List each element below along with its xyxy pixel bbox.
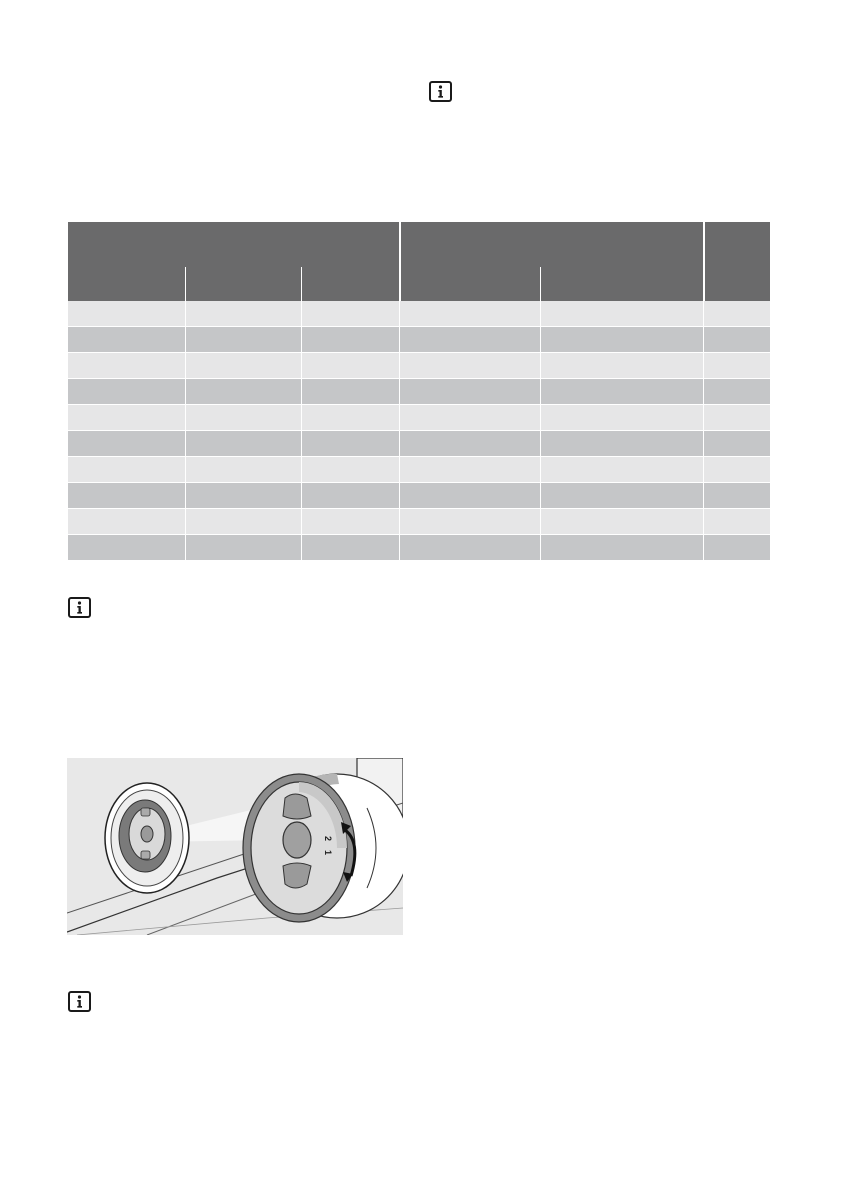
cell-divider xyxy=(540,327,541,352)
cell-divider xyxy=(399,327,400,352)
table-row xyxy=(68,379,770,404)
table-row xyxy=(68,431,770,456)
cell-divider xyxy=(301,353,302,378)
cell-divider xyxy=(301,379,302,404)
cell-divider xyxy=(540,483,541,508)
dial-mark-2: 2 xyxy=(323,836,333,842)
cell-divider xyxy=(185,457,186,482)
cell-divider xyxy=(185,509,186,534)
cell-divider xyxy=(540,405,541,430)
cell-divider xyxy=(185,379,186,404)
cell-divider xyxy=(703,405,704,430)
header-divider xyxy=(703,222,705,301)
cell-divider xyxy=(399,353,400,378)
cell-divider xyxy=(703,379,704,404)
table-row xyxy=(68,483,770,508)
cell-divider xyxy=(540,353,541,378)
cell-divider xyxy=(301,327,302,352)
cell-divider xyxy=(301,483,302,508)
cell-divider xyxy=(185,431,186,456)
table-row xyxy=(68,353,770,378)
cell-divider xyxy=(703,431,704,456)
cell-divider xyxy=(703,353,704,378)
cell-divider xyxy=(399,301,400,326)
cell-divider xyxy=(399,509,400,534)
cell-divider xyxy=(540,535,541,560)
table-row xyxy=(68,327,770,352)
cell-divider xyxy=(185,353,186,378)
cell-divider xyxy=(399,431,400,456)
cell-divider xyxy=(185,301,186,326)
cell-divider xyxy=(703,509,704,534)
cell-divider xyxy=(185,405,186,430)
cell-divider xyxy=(703,483,704,508)
cell-divider xyxy=(399,405,400,430)
cell-divider xyxy=(399,457,400,482)
table-row xyxy=(68,405,770,430)
softener-dial xyxy=(243,774,403,922)
reservoir-cap xyxy=(105,783,189,893)
header-subdivider xyxy=(301,267,302,301)
cell-divider xyxy=(301,301,302,326)
cell-divider xyxy=(301,405,302,430)
table-row xyxy=(68,535,770,560)
cell-divider xyxy=(301,457,302,482)
cell-divider xyxy=(703,535,704,560)
cell-divider xyxy=(540,509,541,534)
table-header xyxy=(68,222,770,301)
cell-divider xyxy=(540,301,541,326)
header-subdivider xyxy=(540,267,541,301)
cell-divider xyxy=(185,327,186,352)
cell-divider xyxy=(703,301,704,326)
header-divider xyxy=(399,222,401,301)
water-hardness-table xyxy=(68,222,770,557)
table-row xyxy=(68,301,770,326)
info-icon xyxy=(68,991,91,1012)
cell-divider xyxy=(399,379,400,404)
cell-divider xyxy=(540,457,541,482)
info-icon xyxy=(429,81,452,102)
cell-divider xyxy=(540,431,541,456)
cell-divider xyxy=(301,535,302,560)
cell-divider xyxy=(185,483,186,508)
cell-divider xyxy=(301,509,302,534)
cell-divider xyxy=(703,457,704,482)
info-icon xyxy=(68,597,91,618)
cell-divider xyxy=(185,535,186,560)
cell-divider xyxy=(399,483,400,508)
dial-mark-1: 1 xyxy=(323,850,333,856)
table-row xyxy=(68,509,770,534)
water-softener-dial-illustration xyxy=(67,758,403,935)
header-subdivider xyxy=(185,267,186,301)
cell-divider xyxy=(703,327,704,352)
cell-divider xyxy=(399,535,400,560)
table-row xyxy=(68,457,770,482)
cell-divider xyxy=(540,379,541,404)
cell-divider xyxy=(301,431,302,456)
